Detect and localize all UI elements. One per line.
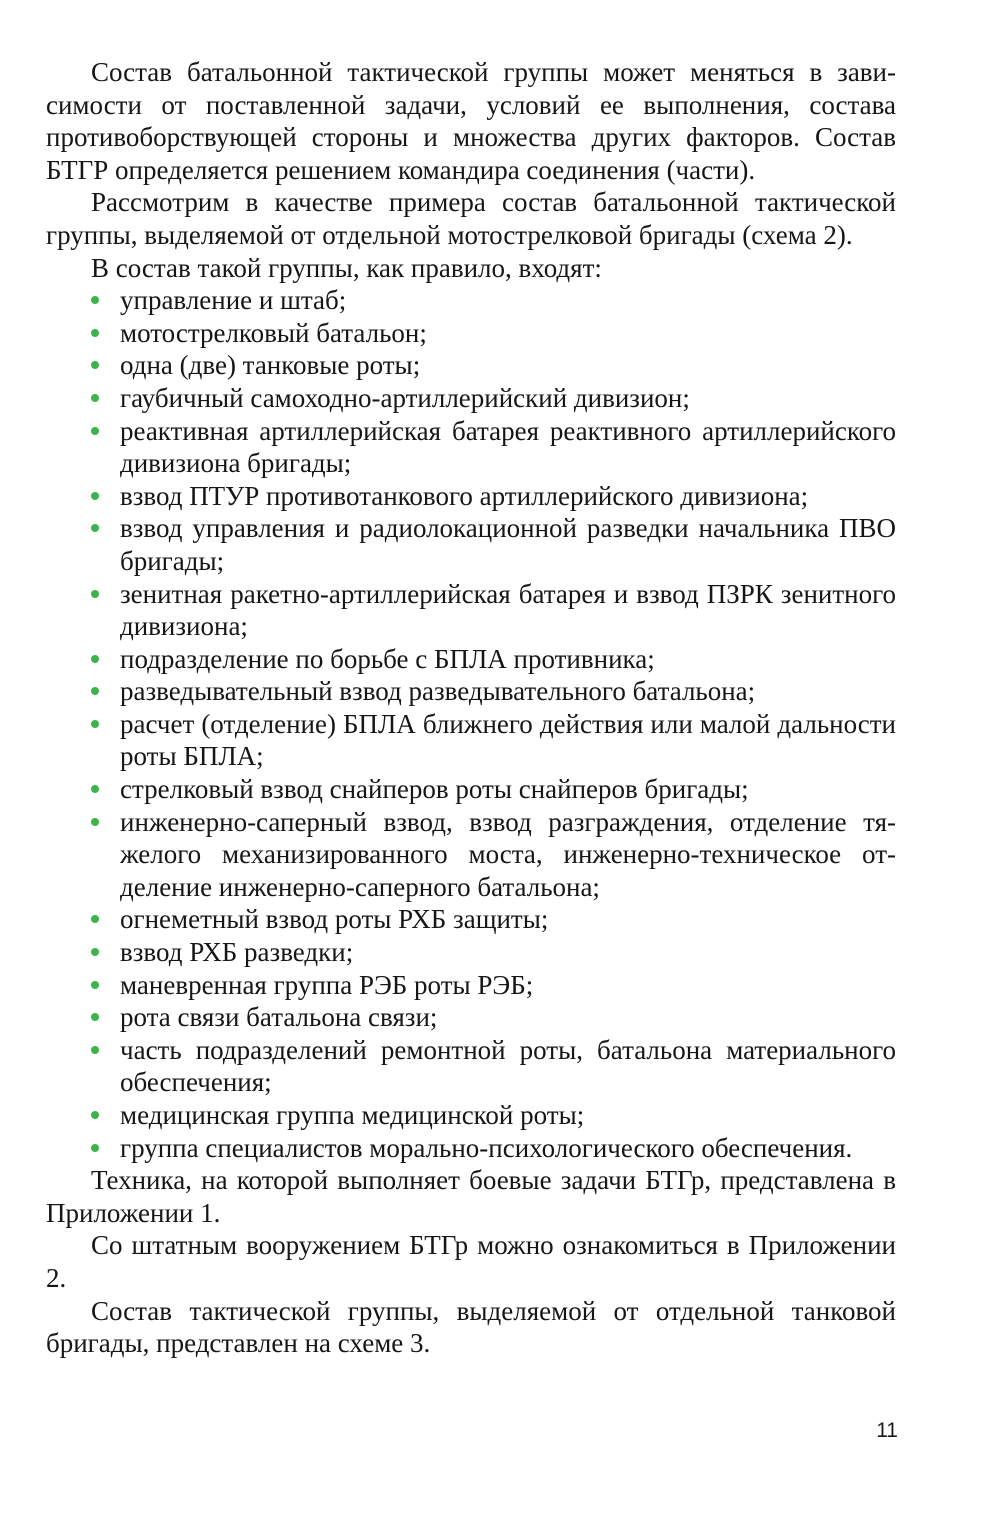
- bullet-dot-icon: [91, 655, 99, 663]
- page-number: 11: [876, 1419, 898, 1442]
- list-item-text: огнеметный взвод роты РХБ защиты;: [120, 904, 549, 935]
- list-item: [120, 512, 896, 577]
- list-item-text: мотострелковый батальон;: [120, 317, 427, 348]
- bullet-dot-icon: [91, 948, 99, 956]
- list-item-text: зенитная ракетно-артиллерийская батарея и взвод ПЗРК зенитного дивизиона;: [120, 578, 896, 642]
- unit-composition-list: [46, 284, 896, 1164]
- list-item-text: реактивная артиллерийская батарея реактивного артиллерийского дивизиона бригады;: [120, 415, 896, 479]
- list-item-text: рота связи батальона связи;: [120, 1002, 438, 1033]
- list-item-text: одна (две) танковые роты;: [120, 350, 421, 381]
- list-item-text: маневренная группа РЭБ роты РЭБ;: [120, 969, 534, 1000]
- list-item: [120, 903, 896, 936]
- list-item: [120, 936, 896, 969]
- list-item-text: инженерно-саперный взвод, взвод разграждения, отделение тяжелого механизированного моста, инженерно-техническое отделение инженерно-саперного батальона;: [120, 806, 896, 902]
- list-item: [120, 415, 896, 480]
- page-body: [46, 56, 896, 1360]
- list-item: [120, 349, 896, 382]
- bullet-dot-icon: [91, 818, 99, 826]
- list-item: [120, 1132, 896, 1165]
- list-item-text: часть подразделений ремонтной роты, батальона материального обеспечения;: [120, 1034, 896, 1098]
- list-item-text: расчет (отделение) БПЛА ближнего действия или малой дальности роты БПЛА;: [120, 708, 896, 772]
- bullet-dot-icon: [91, 296, 99, 304]
- bullet-dot-icon: [91, 1013, 99, 1021]
- bullet-dot-icon: [91, 915, 99, 923]
- closing-paragraphs: [46, 1164, 896, 1360]
- list-item-text: взвод управления и радиолокационной разведки начальника ПВО бригады;: [120, 513, 896, 576]
- bullet-dot-icon: [91, 687, 99, 695]
- paragraph: Состав батальонной тактической группы может меняться в зависимости от поставленной задачи, условий ее выполнения, состава противоборствующей стороны и множества других факторов. Состав БТГР определяется решением командира соединения (части).: [46, 57, 896, 185]
- list-item: [120, 578, 896, 643]
- paragraph: В состав такой группы, как правило, входят:: [91, 252, 602, 283]
- list-item: [120, 675, 896, 708]
- list-item: [120, 773, 896, 806]
- list-item: [120, 806, 896, 904]
- bullet-dot-icon: [91, 1046, 99, 1054]
- bullet-dot-icon: [91, 981, 99, 989]
- bullet-dot-icon: [91, 590, 99, 598]
- intro-paragraphs: [46, 56, 896, 284]
- paragraph: Со штатным вооружением БТГр можно ознакомиться в Приложении 2.: [46, 1230, 896, 1293]
- list-item-text: разведывательный взвод разведывательного батальона;: [120, 676, 756, 707]
- bullet-dot-icon: [91, 427, 99, 435]
- list-item: [120, 969, 896, 1002]
- bullet-dot-icon: [91, 785, 99, 793]
- list-item: [120, 1034, 896, 1099]
- bullet-dot-icon: [91, 720, 99, 728]
- list-item: [120, 480, 896, 513]
- list-item-text: стрелковый взвод снайперов роты снайперов бригады;: [120, 774, 749, 805]
- bullet-dot-icon: [91, 394, 99, 402]
- list-item-text: подразделение по борьбе с БПЛА противника;: [120, 643, 655, 674]
- bullet-dot-icon: [91, 361, 99, 369]
- bullet-dot-icon: [91, 329, 99, 337]
- list-item: [120, 708, 896, 773]
- list-item-text: медицинская группа медицинской роты;: [120, 1100, 585, 1130]
- list-item-text: взвод ПТУР противотанкового артиллерийского дивизиона;: [120, 480, 809, 511]
- bullet-dot-icon: [91, 1144, 99, 1152]
- list-item-text: взвод РХБ разведки;: [120, 937, 354, 968]
- list-item-text: гаубичный самоходно-артиллерийский дивизион;: [120, 382, 690, 413]
- list-item-text: группа специалистов морально-психологического обеспечения.: [120, 1132, 853, 1163]
- list-item: [120, 382, 896, 415]
- bullet-dot-icon: [91, 492, 99, 500]
- bullet-dot-icon: [91, 1111, 99, 1119]
- paragraph: Техника, на которой выполняет боевые задачи БТГр, представлена в Приложении 1.: [46, 1165, 896, 1228]
- list-item: [120, 284, 896, 317]
- bullet-dot-icon: [91, 524, 99, 532]
- list-item: [120, 1001, 896, 1034]
- paragraph: Рассмотрим в качестве примера состав батальонной тактической группы, выделяемой от отдельной мотострелковой бригады (схема 2).: [46, 187, 896, 250]
- list-item: [120, 643, 896, 676]
- list-item: [120, 317, 896, 350]
- paragraph: Состав тактической группы, выделяемой от отдельной танковой бригады, представлен на схеме 3.: [46, 1295, 896, 1359]
- list-item: [120, 1099, 896, 1132]
- list-item-text: управление и штаб;: [120, 285, 347, 316]
